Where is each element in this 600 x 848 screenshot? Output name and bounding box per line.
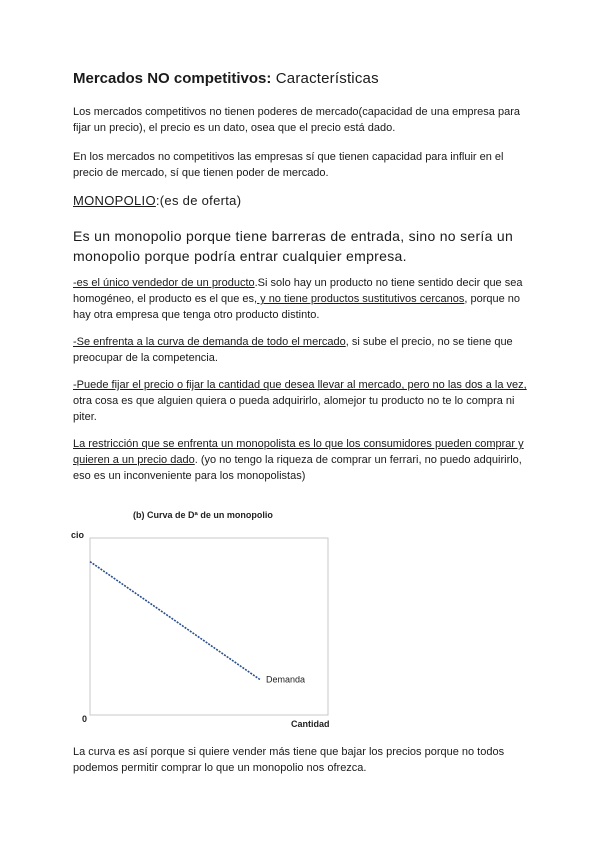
paragraph-barriers: Es un monopolio porque tiene barreras de entrada, sino no sería un monopolio porque podría entrar cualquier empresa. <box>73 228 514 264</box>
point2-underlined: -Se enfrenta a la curva de demanda de todo el mercado <box>73 336 346 348</box>
point4-text: . (yo no tengo la riqueza de comprar un ferrari, no puedo adquirirlo, eso es un inconveniente para los monopolistas) <box>73 454 522 482</box>
demand-chart-svg <box>68 505 338 730</box>
point3-text: otra cosa es que alguien quiera o pueda adquirirlo, alomejor tu producto no te lo compra ni piter. <box>73 395 515 423</box>
point-demand-curve <box>73 334 533 366</box>
point1-text-b: , porque no hay otra empresa que tenga otro producto distinto. <box>73 293 521 321</box>
point-restriction <box>73 436 533 484</box>
chart-origin-label: 0 <box>82 714 88 724</box>
point3-underlined: -Puede fijar el precio o fijar la cantidad que desea llevar al mercado, pero no las dos a la vez, <box>73 379 527 391</box>
point1-text-a: .Si solo hay un producto no tiene sentido decir que sea homogéneo, el producto es el que es, <box>73 277 523 305</box>
paragraph-competitive: Los mercados competitivos no tienen poderes de mercado(capacidad de una empresa para fijar un precio), el precio es un dato, osea que el precio está dado. <box>73 106 520 134</box>
title-bold: Mercados NO competitivos: <box>73 70 272 87</box>
chart-title: (b) Curva de Dª de un monopolio <box>133 510 273 520</box>
chart-y-axis-label: cio <box>71 530 85 540</box>
paragraph-conclusion: La curva es así porque si quiere vender más tiene que bajar los precios porque no todos podemos permitir comprar lo que un monopolio nos ofrezca. <box>73 746 505 774</box>
point-fix-price <box>73 377 533 425</box>
point-single-seller <box>73 275 533 323</box>
demand-curve-label: Demanda <box>266 674 306 685</box>
chart-x-axis-label: Cantidad <box>291 719 330 729</box>
point4-underlined: La restricción que se enfrenta un monopolista es lo que los consumidores pueden comprar y quieren a un precio dado <box>73 438 524 466</box>
section-label: MONOPOLIO <box>73 193 156 208</box>
page-title <box>73 70 379 87</box>
demand-chart <box>68 505 338 730</box>
point2-text: , si sube el precio, no se tiene que preocupar de la competencia. <box>73 336 513 364</box>
section-suffix: :(es de oferta) <box>155 193 242 208</box>
title-subtitle: Características <box>271 70 379 87</box>
section-heading <box>73 193 241 208</box>
point1-underlined-a: -es el único vendedor de un producto <box>73 277 255 289</box>
paragraph-non-competitive: En los mercados no competitivos las empresas sí que tienen capacidad para influir en el precio de mercado, sí que tienen poder de mercado. <box>73 151 504 179</box>
point1-underlined-b: y no tiene productos sustitutivos cercanos <box>257 293 465 305</box>
